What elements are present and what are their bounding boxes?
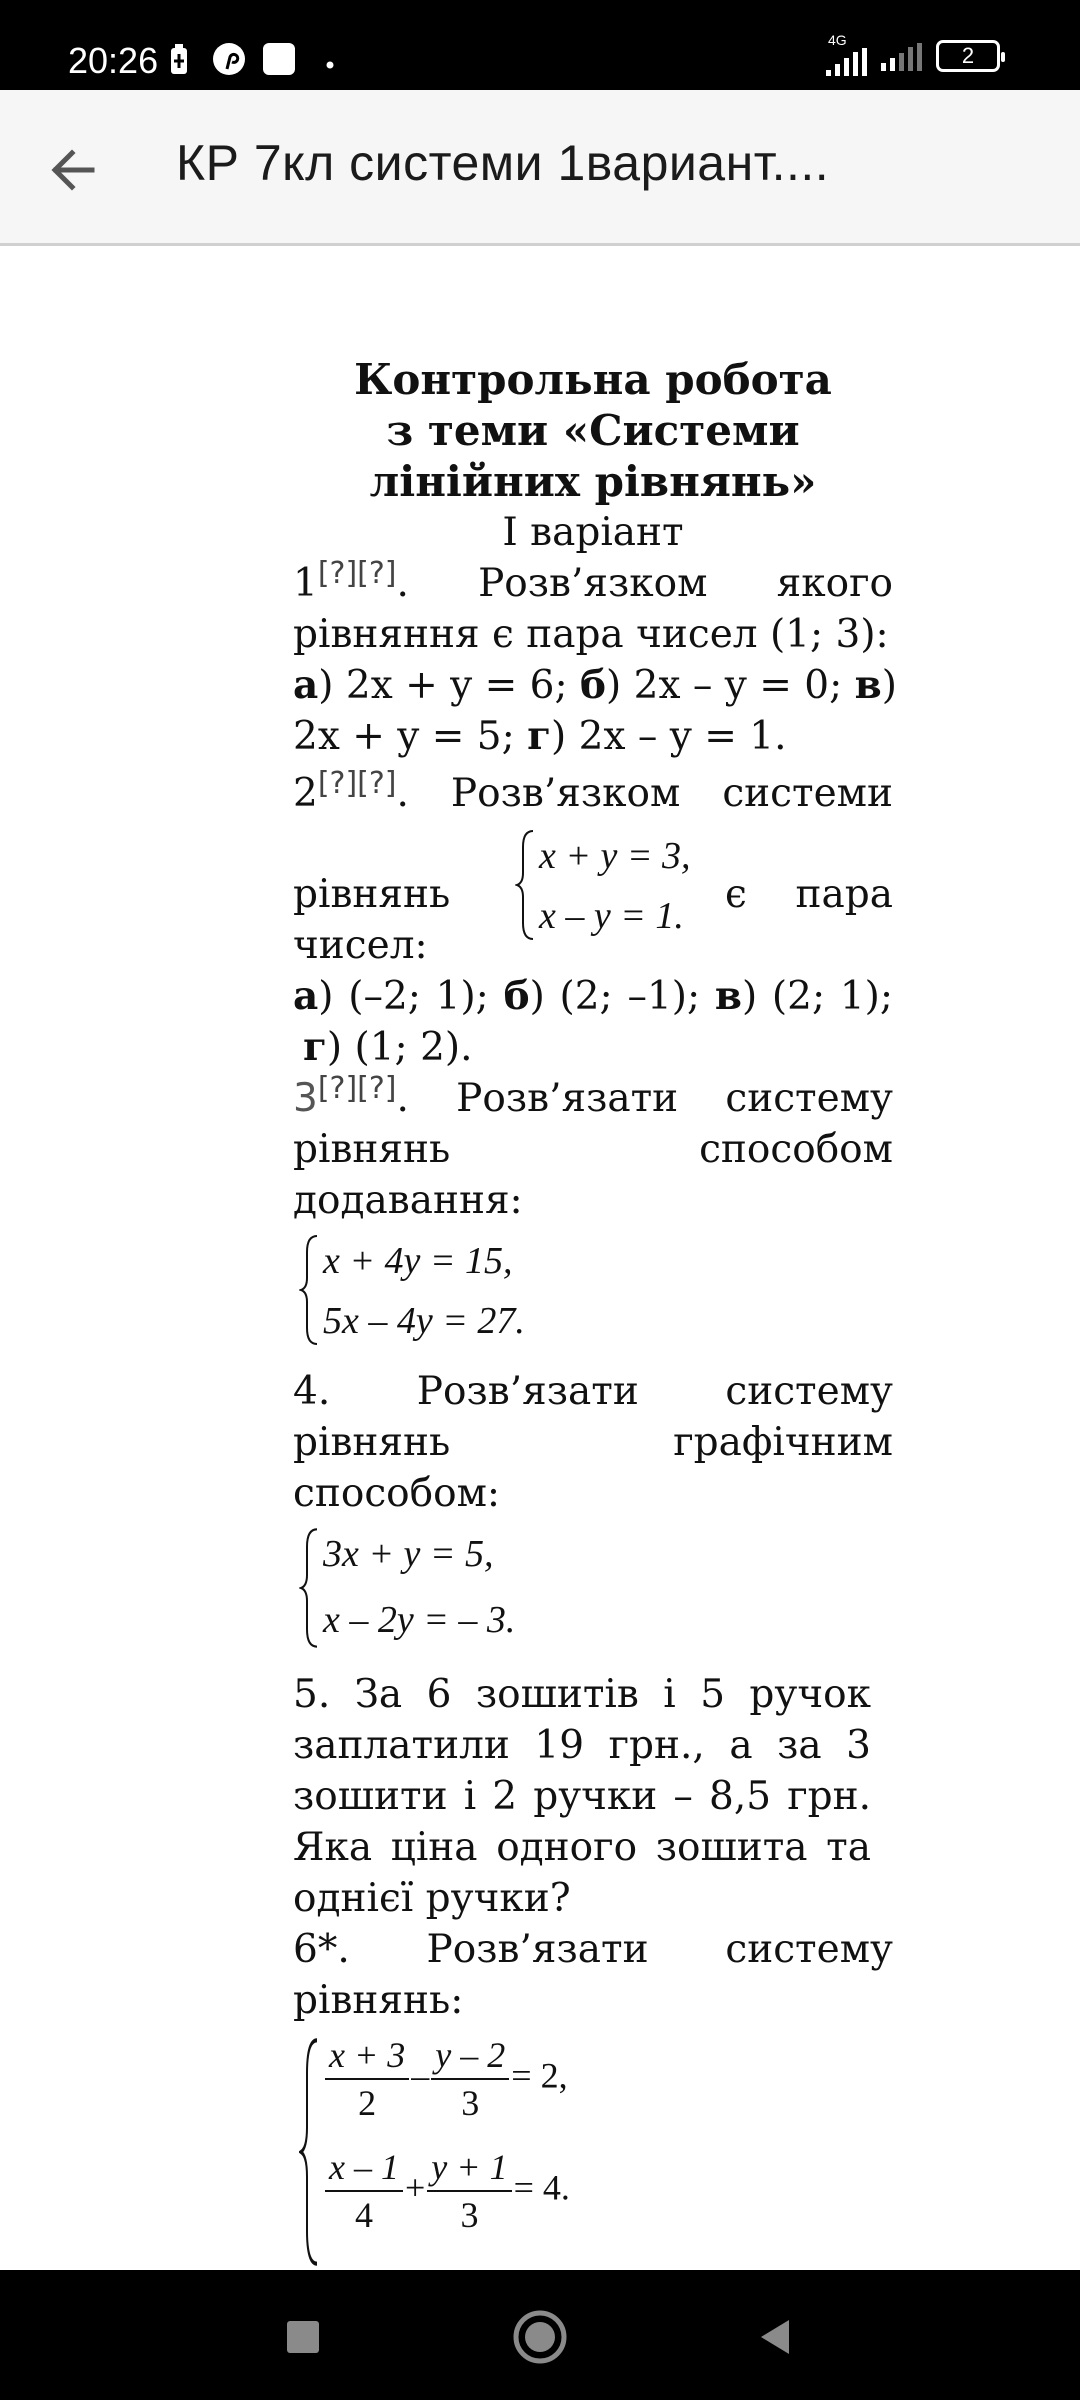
question-number: 6*. xyxy=(293,1927,350,1972)
document-title: КР 7кл системи 1вариант.... xyxy=(176,135,830,191)
question-text: Яка ціна одного зошита та xyxy=(293,1825,871,1870)
question-text: є xyxy=(725,872,747,917)
right-hand-side: = 4. xyxy=(513,2167,570,2208)
question-text: 5. За 6 зошитів і 5 ручок xyxy=(293,1672,871,1717)
navigation-bar xyxy=(0,2270,1080,2400)
option-label: а xyxy=(293,662,319,708)
option-label: б xyxy=(580,662,607,708)
question-text: пара xyxy=(795,872,893,917)
question-6 xyxy=(293,1924,893,2270)
question-text: чисел: xyxy=(293,923,428,968)
question-text: зошити і 2 ручки – 8,5 грн. xyxy=(293,1774,871,1819)
battery-level: 2 xyxy=(961,43,975,68)
question-text: однієї ручки? xyxy=(293,1876,571,1921)
option-text: ) (–2; 1); xyxy=(318,974,504,1019)
brace-icon xyxy=(299,1232,321,1348)
option-label: г xyxy=(303,1024,327,1070)
answer-options xyxy=(293,660,897,711)
question-text: Розв’язати xyxy=(426,1927,649,1972)
option-text: ) (2; –1); xyxy=(529,974,715,1019)
heading-line: Контрольна робота xyxy=(354,355,832,404)
denominator: 4 xyxy=(354,2195,373,2235)
question-text: рівнянь xyxy=(293,1420,451,1465)
numerator: x – 1 xyxy=(325,2144,403,2192)
question-text: рівнянь xyxy=(293,872,451,917)
question-number: 3 xyxy=(293,1076,318,1121)
battery-icon xyxy=(936,40,1000,72)
option-label: в xyxy=(714,973,742,1019)
battery-saver-icon xyxy=(168,44,190,81)
equation: x – y = 1. xyxy=(539,895,684,937)
question-text: Розв’язати xyxy=(416,1369,639,1414)
status-bar xyxy=(0,0,1080,90)
document-page xyxy=(293,354,897,2270)
question-text: способом: xyxy=(293,1471,501,1516)
option-text: ) 2x – y = 0; xyxy=(606,663,855,708)
equation-system xyxy=(299,2032,893,2270)
document-viewer[interactable] xyxy=(0,248,1080,2270)
option-text: 2x + y = 5; xyxy=(293,714,528,759)
signal-icon-2 xyxy=(881,41,922,71)
brace-icon xyxy=(299,2032,321,2270)
question-text: Розв’язком якого xyxy=(478,561,893,606)
question-text: систему xyxy=(725,1369,893,1414)
question-text: рівнянь: xyxy=(293,1978,464,2023)
question-text: систему xyxy=(725,1927,893,1972)
question-number: 4. xyxy=(293,1369,331,1414)
app-bar xyxy=(0,90,1080,246)
operator: – xyxy=(411,2055,430,2096)
equation: x – 2y = – 3. xyxy=(323,1599,516,1641)
numerator: x + 3 xyxy=(325,2032,409,2080)
question-2: 2[?][?]. Розв’язком системи x + y = 3, x – y = 1. рівнянь є пара чисел: а) (–2; 1); б) (2; –1); в) (2; 1); г) (1; 2). xyxy=(293,766,893,1070)
back-icon[interactable] xyxy=(740,2302,810,2372)
network-label: 4G xyxy=(828,32,847,48)
pinterest-icon xyxy=(212,42,246,81)
heading-line: з теми «Системи xyxy=(386,406,800,455)
equation xyxy=(323,2032,568,2126)
equation-system xyxy=(299,1232,893,1348)
equation: 5x – 4y = 27. xyxy=(323,1300,525,1342)
option-text: ) 2x – y = 1. xyxy=(551,714,787,759)
question-text: рівнянь xyxy=(293,1127,451,1172)
question-text: додавання: xyxy=(293,1178,523,1223)
option-text: ) (1; 2). xyxy=(326,1025,473,1070)
numerator: y + 1 xyxy=(427,2144,511,2192)
equation-system xyxy=(299,1525,893,1651)
option-label: а xyxy=(293,973,319,1019)
back-arrow-icon[interactable] xyxy=(42,140,102,200)
question-1: 1[?][?]. Розв’язком якого рівняння є пара чисел (1; 3): а) 2x + y = 6; б) 2x – y = 0; в) 2x + y = 5; г) 2x – y = 1. xyxy=(293,556,897,759)
app-icon xyxy=(262,42,296,81)
option-text: ) (2; 1); xyxy=(741,974,893,1019)
denominator: 3 xyxy=(461,2083,480,2123)
question-text: способом xyxy=(699,1127,893,1172)
answer-options xyxy=(293,971,893,1022)
right-hand-side: = 2, xyxy=(511,2055,568,2096)
equation xyxy=(323,2144,570,2238)
missing-glyph: [?][?] xyxy=(317,766,397,801)
option-text: ) xyxy=(881,663,897,708)
option-label: г xyxy=(527,713,552,759)
variant-label: I варіант xyxy=(502,510,684,555)
signal-icon xyxy=(826,32,867,72)
missing-glyph: [?][?] xyxy=(317,556,397,591)
recents-icon[interactable] xyxy=(268,2302,338,2372)
question-5 xyxy=(293,1669,871,1924)
brace-icon xyxy=(299,1525,321,1651)
question-text: Розв’язати систему xyxy=(456,1076,893,1121)
home-icon[interactable] xyxy=(505,2302,575,2372)
question-text: заплатили 19 грн., а за 3 xyxy=(293,1723,871,1768)
question-3: 3[?][?]. Розв’язати систему рівнянь способом додавання: x + 4y = 15, 5x – 4y = 27. xyxy=(293,1073,893,1348)
missing-glyph: [?][?] xyxy=(317,1071,397,1106)
question-text: рівняння є пара чисел (1; 3): xyxy=(293,612,889,657)
numerator: y – 2 xyxy=(431,2032,509,2080)
question-number: 2 xyxy=(293,771,318,816)
heading xyxy=(293,354,893,507)
operator: + xyxy=(404,2167,426,2208)
equation: 3x + y = 5, xyxy=(323,1533,494,1575)
equation: x + y = 3, xyxy=(539,835,691,877)
dot-icon xyxy=(326,56,334,74)
question-text: Розв’язком системи xyxy=(450,771,893,816)
clock: 20:26 xyxy=(68,40,159,81)
denominator: 2 xyxy=(358,2083,377,2123)
heading-line: лінійних рівнянь» xyxy=(369,457,817,506)
question-number: 1 xyxy=(293,561,318,606)
denominator: 3 xyxy=(460,2195,479,2235)
question-text: графічним xyxy=(673,1420,893,1465)
option-label: в xyxy=(854,662,882,708)
option-label: б xyxy=(503,973,530,1019)
equation: x + 4y = 15, xyxy=(323,1240,513,1282)
question-4 xyxy=(293,1366,893,1651)
option-text: ) 2x + y = 6; xyxy=(318,663,581,708)
